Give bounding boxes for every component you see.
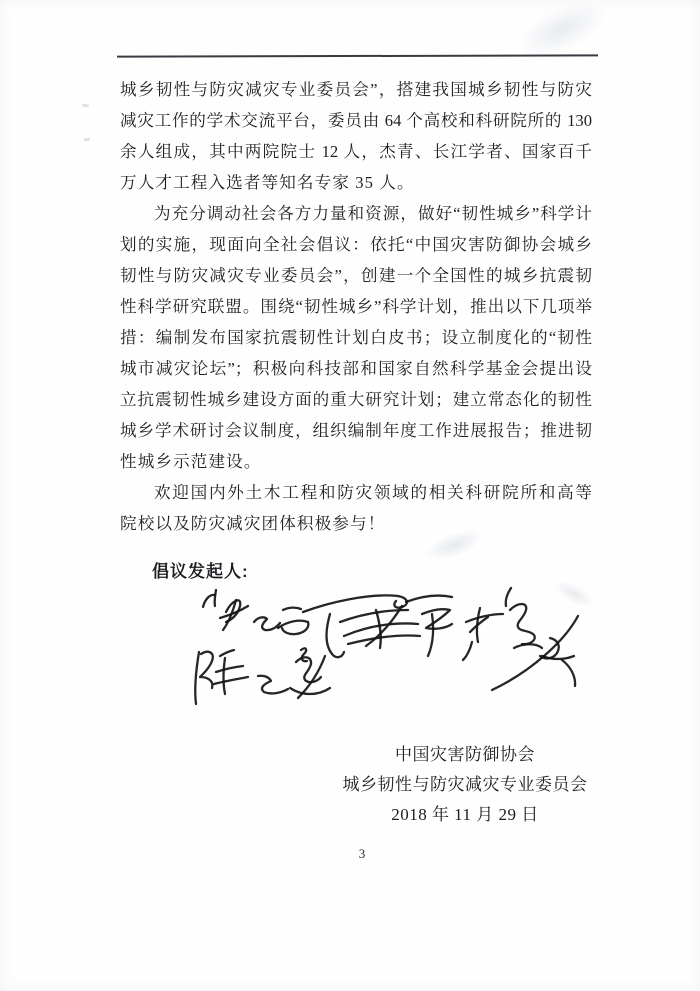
closing-date: 2018 年 11 月 29 日	[391, 805, 539, 824]
text-line: 立抗震韧性城乡建设方面的重大研究计划；建立常态化的韧性	[120, 390, 592, 409]
document-body	[120, 74, 592, 539]
text-line: 减灾工作的学术交流平台，委员由 64 个高校和科研院所的 130	[120, 111, 592, 130]
text-line: 城乡学术研讨会议制度，组织编制年度工作进展报告；推进韧	[120, 421, 592, 440]
page-number: 3	[358, 846, 366, 861]
text-line: 为充分调动社会各方力量和资源，做好“韧性城乡”科学计	[154, 204, 592, 223]
text-line: 韧性与防灾减灾专业委员会”，创建一个全国性的城乡抗震韧	[120, 266, 592, 285]
scan-noise-mark	[84, 138, 90, 142]
handwritten-signatures-image	[170, 580, 590, 720]
text-line: 城市减灾论坛”；积极向科技部和国家自然科学基金会提出设	[120, 359, 592, 378]
text-line: 措：编制发布国家抗震韧性计划白皮书；设立制度化的“韧性	[120, 328, 592, 347]
header-rule	[117, 54, 598, 57]
text-line: 性城乡示范建设。	[120, 452, 262, 471]
signature-2	[301, 595, 452, 661]
paragraph	[120, 74, 592, 198]
initiators-label: 倡议发起人:	[152, 562, 249, 581]
scan-noise-mark	[82, 104, 89, 108]
closing-committee: 城乡韧性与防灾减灾专业委员会	[342, 775, 588, 794]
text-line: 划的实施，现面向全社会倡议：依托“中国灾害防御协会城乡	[120, 235, 592, 254]
text-line: 城乡韧性与防灾减灾专业委员会”，搭建我国城乡韧性与防灾	[120, 80, 592, 99]
text-line: 余人组成，其中两院院士 12 人，杰青、长江学者、国家百千	[120, 142, 592, 161]
paragraph	[120, 477, 592, 539]
closing-block	[335, 740, 595, 830]
closing-organization: 中国灾害防御协会	[395, 745, 535, 764]
signature-3	[463, 588, 578, 690]
paragraph	[120, 198, 592, 477]
text-line: 欢迎国内外土木工程和防灾领域的相关科研院所和高等	[154, 483, 592, 502]
signature-4	[195, 650, 330, 704]
scan-smudge	[511, 0, 615, 68]
text-line: 万人才工程入选者等知名专家 35 人。	[120, 173, 415, 192]
text-line: 院校以及防灾减灾团体积极参与！	[120, 514, 386, 533]
text-line: 性科学研究联盟。围绕“韧性城乡”科学计划，推出以下几项举	[120, 297, 592, 316]
signature-1	[203, 590, 308, 634]
